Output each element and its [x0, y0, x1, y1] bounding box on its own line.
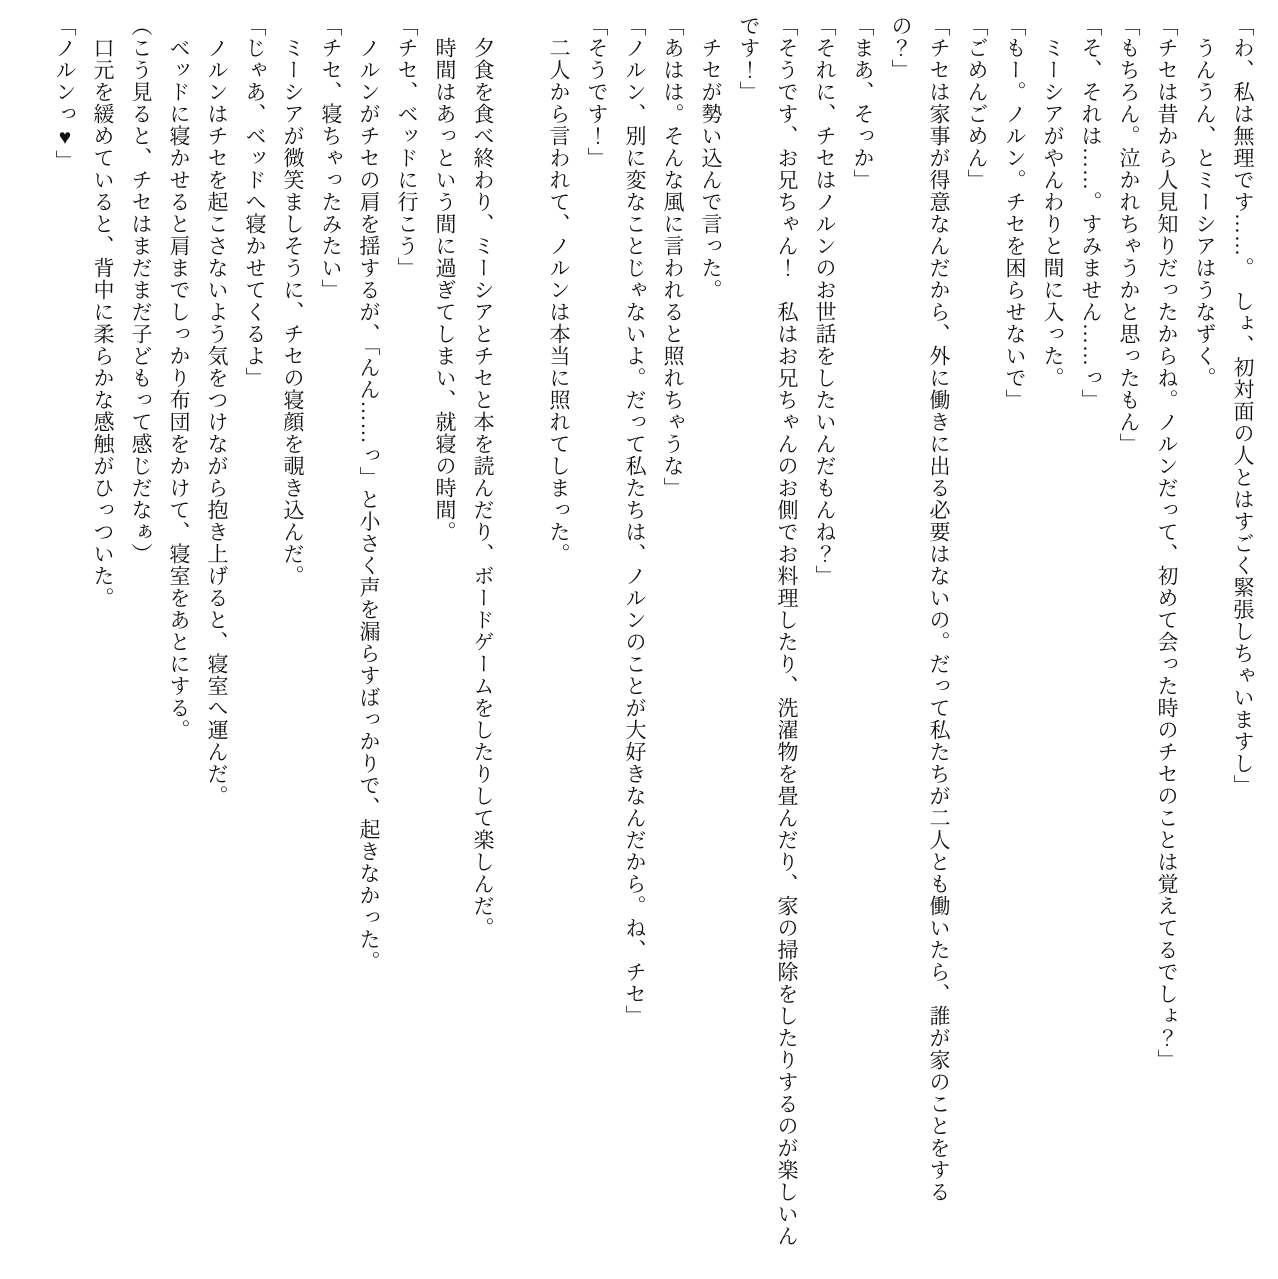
dialogue-line: 「もー。ノルン。チセを困らせないで」 — [1003, 15, 1027, 411]
narration-line: ミーシアが微笑ましそうに、チセの寝顔を覗き込んだ。 — [281, 15, 305, 587]
dialogue-line: 「まあ、そっか」 — [851, 15, 875, 191]
narration-line: ミーシアがやんわりと間に入った。 — [1041, 15, 1065, 389]
narration-line: ベッドに寝かせると肩までしっかり布団をかけて、寝室をあとにする。 — [167, 15, 191, 741]
dialogue-line: 「そうです！」 — [585, 15, 609, 169]
narration-line: うんうん、とミーシアはうなずく。 — [1193, 15, 1217, 389]
thought-line: （こう見ると、チセはまだまだ子どもって感じだなぁ） — [129, 15, 153, 565]
narration-line: 夕食を食べ終わり、ミーシアとチセと本を読んだり、ボードゲームをしたりして楽しんだ。 — [471, 15, 495, 939]
dialogue-line: 「チセは家事が得意なんだから、外に働きに出る必要はないの。だって私たちが二人とも働いたら、誰が家のことをするの？」 — [889, 15, 951, 1203]
dialogue-line: 「もちろん。泣かれちゃうかと思ったもん」 — [1117, 15, 1141, 455]
dialogue-line: 「じゃあ、ベッドへ寝かせてくるよ」 — [243, 15, 267, 389]
dialogue-line: 「あはは。そんな風に言われると照れちゃうな」 — [661, 15, 685, 499]
section-break — [502, 15, 540, 1251]
dialogue-line: 「ノルン、別に変なことじゃないよ。だって私たちは、ノルンのことが大好きなんだから。ね、チセ」 — [623, 15, 647, 1027]
dialogue-line: 「ノルンっ♥」 — [53, 15, 77, 172]
dialogue-line: 「チセ、寝ちゃったみたい」 — [319, 15, 343, 301]
narration-line: 時間はあっという間に過ぎてしまい、就寝の時間。 — [433, 15, 457, 543]
dialogue-line: 「ごめんごめん」 — [965, 15, 989, 191]
dialogue-line: 「チセは昔から人見知りだったからね。ノルンだって、初めて会った時のチセのことは覚えてるでしょ？」 — [1155, 15, 1179, 1071]
narration-line: ノルンがチセの肩を揺するが、「んん……っ」と小さく声を漏らすばっかりで、起きなかった。 — [357, 15, 381, 973]
narration-line: 二人から言われて、ノルンは本当に照れてしまった。 — [547, 15, 571, 565]
dialogue-line: 「わ、私は無理です……。 しょ、初対面の人とはすごく緊張しちゃいますし」 — [1231, 15, 1255, 797]
dialogue-line: 「そ、それは……。すみません……っ」 — [1079, 15, 1103, 411]
narration-line: 口元を緩めていると、背中に柔らかな感触がひっついた。 — [91, 15, 115, 609]
dialogue-line: 「チセ、ベッドに行こう」 — [395, 15, 419, 279]
dialogue-line: 「そうです、お兄ちゃん！ 私はお兄ちゃんのお側でお料理したり、洗濯物を畳んだり、家の掃除をしたりするのが楽しいんです！」 — [737, 15, 799, 1247]
narration-line: チセが勢い込んで言った。 — [699, 15, 723, 301]
dialogue-line: 「それに、チセはノルンのお世話をしたいんだもんね？」 — [813, 15, 837, 587]
narration-line: ノルンはチセを起こさないよう気をつけながら抱き上げると、寝室へ運んだ。 — [205, 15, 229, 807]
